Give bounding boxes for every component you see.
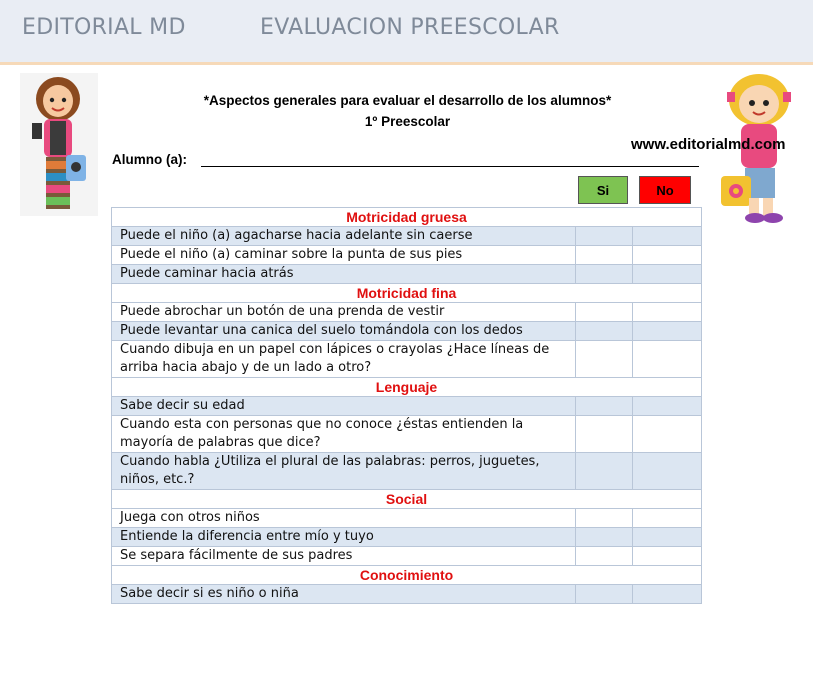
yes-check-cell[interactable] xyxy=(576,453,633,490)
no-check-cell[interactable] xyxy=(633,416,702,453)
section-title: Motricidad fina xyxy=(112,284,702,303)
table-row xyxy=(112,547,702,566)
table-row xyxy=(112,227,702,246)
no-check-cell[interactable] xyxy=(633,453,702,490)
yes-check-cell[interactable] xyxy=(576,246,633,265)
yes-column-header: Si xyxy=(578,176,628,204)
document-subtitle: 1º Preescolar xyxy=(364,114,451,129)
criterion-text: Puede caminar hacia atrás xyxy=(112,265,576,284)
criterion-text: Juega con otros niños xyxy=(112,509,576,528)
yes-check-cell[interactable] xyxy=(576,547,633,566)
yes-check-cell[interactable] xyxy=(576,528,633,547)
website-url: www.editorialmd.com xyxy=(631,136,786,153)
criterion-text: Puede abrochar un botón de una prenda de vestir xyxy=(112,303,576,322)
criterion-text: Cuando habla ¿Utiliza el plural de las palabras: perros, juguetes, niños, etc.? xyxy=(112,453,576,490)
no-check-cell[interactable] xyxy=(633,509,702,528)
yes-check-cell[interactable] xyxy=(576,227,633,246)
student-label: Alumno (a): xyxy=(112,152,187,167)
criterion-text: Sabe decir si es niño o niña xyxy=(112,585,576,604)
section-header-row xyxy=(112,208,702,227)
table-row xyxy=(112,246,702,265)
table-row xyxy=(112,265,702,284)
student-name-line[interactable] xyxy=(201,166,699,167)
yes-check-cell[interactable] xyxy=(576,265,633,284)
yes-check-cell[interactable] xyxy=(576,509,633,528)
brand-name: EDITORIAL MD xyxy=(22,15,186,40)
no-check-cell[interactable] xyxy=(633,397,702,416)
yes-check-cell[interactable] xyxy=(576,585,633,604)
no-check-cell[interactable] xyxy=(633,303,702,322)
header-title: EVALUACION PREESCOLAR xyxy=(260,15,560,40)
criterion-text: Se separa fácilmente de sus padres xyxy=(112,547,576,566)
no-check-cell[interactable] xyxy=(633,227,702,246)
criterion-text: Puede el niño (a) agacharse hacia adelante sin caerse xyxy=(112,227,576,246)
no-check-cell[interactable] xyxy=(633,585,702,604)
criterion-text: Cuando esta con personas que no conoce ¿éstas entienden la mayoría de palabras que dice? xyxy=(112,416,576,453)
table-row xyxy=(112,322,702,341)
document-title: *Aspectos generales para evaluar el desarrollo de los alumnos* xyxy=(203,93,612,108)
yes-check-cell[interactable] xyxy=(576,397,633,416)
section-header-row xyxy=(112,490,702,509)
section-title: Conocimiento xyxy=(112,566,702,585)
criterion-text: Cuando dibuja en un papel con lápices o crayolas ¿Hace líneas de arriba hacia abajo y de un lado a otro? xyxy=(112,341,576,378)
criterion-text: Entiende la diferencia entre mío y tuyo xyxy=(112,528,576,547)
girl-illustration-left xyxy=(20,73,98,216)
yes-check-cell[interactable] xyxy=(576,322,633,341)
table-row xyxy=(112,341,702,378)
section-header-row xyxy=(112,378,702,397)
page-header xyxy=(0,0,813,65)
table-row xyxy=(112,453,702,490)
table-row xyxy=(112,509,702,528)
table-row xyxy=(112,585,702,604)
no-check-cell[interactable] xyxy=(633,265,702,284)
no-check-cell[interactable] xyxy=(633,528,702,547)
no-column-header: No xyxy=(639,176,691,204)
criterion-text: Sabe decir su edad xyxy=(112,397,576,416)
section-header-row xyxy=(112,284,702,303)
criterion-text: Puede el niño (a) caminar sobre la punta de sus pies xyxy=(112,246,576,265)
section-title: Lenguaje xyxy=(112,378,702,397)
criterion-text: Puede levantar una canica del suelo tomándola con los dedos xyxy=(112,322,576,341)
section-title: Motricidad gruesa xyxy=(112,208,702,227)
table-row xyxy=(112,528,702,547)
section-header-row xyxy=(112,566,702,585)
no-check-cell[interactable] xyxy=(633,322,702,341)
no-check-cell[interactable] xyxy=(633,341,702,378)
yes-check-cell[interactable] xyxy=(576,416,633,453)
table-row xyxy=(112,303,702,322)
no-check-cell[interactable] xyxy=(633,246,702,265)
table-row xyxy=(112,416,702,453)
yes-check-cell[interactable] xyxy=(576,341,633,378)
evaluation-table xyxy=(111,207,702,604)
section-title: Social xyxy=(112,490,702,509)
no-check-cell[interactable] xyxy=(633,547,702,566)
yes-check-cell[interactable] xyxy=(576,303,633,322)
table-row xyxy=(112,397,702,416)
